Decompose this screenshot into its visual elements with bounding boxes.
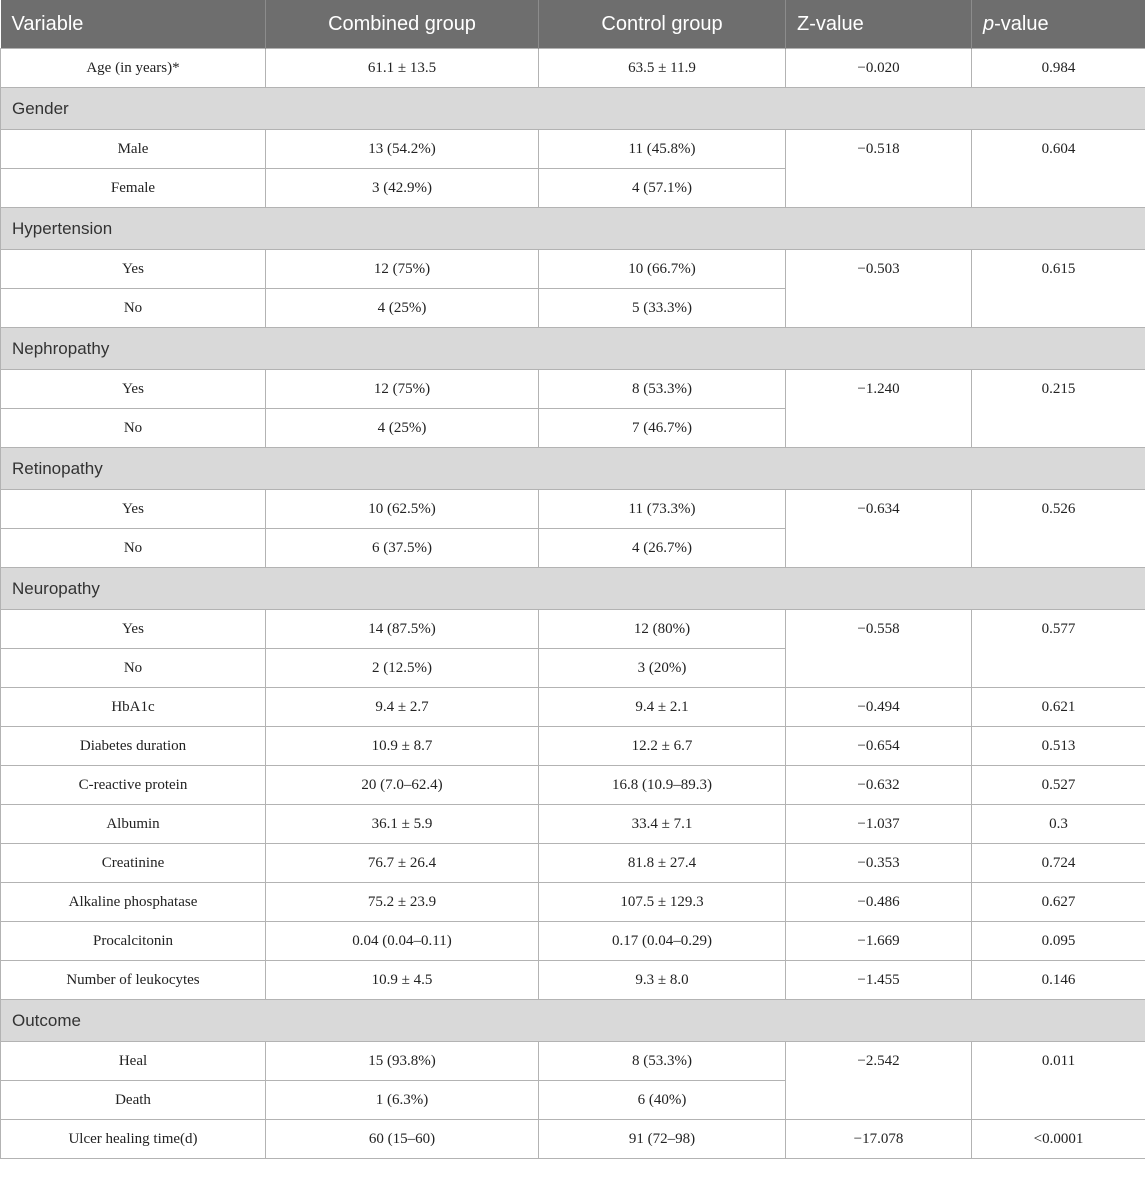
combined-value: 3 (42.9%) (266, 169, 539, 208)
z-value: −17.078 (786, 1120, 972, 1159)
control-value: 11 (73.3%) (539, 490, 786, 529)
combined-value: 61.1 ± 13.5 (266, 49, 539, 88)
control-value: 9.3 ± 8.0 (539, 961, 786, 1000)
combined-value: 9.4 ± 2.7 (266, 688, 539, 727)
row-label: Female (1, 169, 266, 208)
combined-value: 10.9 ± 8.7 (266, 727, 539, 766)
combined-value: 15 (93.8%) (266, 1042, 539, 1081)
z-value: −1.037 (786, 805, 972, 844)
z-value: −0.558 (786, 610, 972, 688)
header-p-italic: p (983, 12, 995, 35)
section-title-outcome: Outcome (1, 1000, 1145, 1042)
control-value: 0.17 (0.04–0.29) (539, 922, 786, 961)
control-value: 81.8 ± 27.4 (539, 844, 786, 883)
z-value: −0.494 (786, 688, 972, 727)
z-value: −0.020 (786, 49, 972, 88)
combined-value: 0.04 (0.04–0.11) (266, 922, 539, 961)
p-value: 0.577 (972, 610, 1145, 688)
table-row (1, 727, 1145, 766)
table-row (1, 130, 1145, 169)
row-label: No (1, 649, 266, 688)
combined-value: 1 (6.3%) (266, 1081, 539, 1120)
p-value: 0.615 (972, 250, 1145, 328)
z-value: −1.455 (786, 961, 972, 1000)
row-label: Number of leukocytes (1, 961, 266, 1000)
header-p-suffix: -value (994, 12, 1049, 35)
control-value: 12.2 ± 6.7 (539, 727, 786, 766)
control-value: 8 (53.3%) (539, 370, 786, 409)
control-value: 33.4 ± 7.1 (539, 805, 786, 844)
p-value: 0.3 (972, 805, 1145, 844)
combined-value: 75.2 ± 23.9 (266, 883, 539, 922)
combined-value: 12 (75%) (266, 250, 539, 289)
z-value: −1.669 (786, 922, 972, 961)
table-row (1, 250, 1145, 289)
row-label: C-reactive protein (1, 766, 266, 805)
section-title-nephropathy: Nephropathy (1, 328, 1145, 370)
row-label: Creatinine (1, 844, 266, 883)
section-header-row (1, 208, 1145, 250)
row-label: Ulcer healing time(d) (1, 1120, 266, 1159)
control-value: 4 (57.1%) (539, 169, 786, 208)
control-value: 10 (66.7%) (539, 250, 786, 289)
p-value: <0.0001 (972, 1120, 1145, 1159)
section-header-row (1, 328, 1145, 370)
row-label: Diabetes duration (1, 727, 266, 766)
table-row (1, 1120, 1145, 1159)
combined-value: 4 (25%) (266, 409, 539, 448)
z-value: −0.503 (786, 250, 972, 328)
control-value: 12 (80%) (539, 610, 786, 649)
table-row (1, 610, 1145, 649)
z-value: −0.654 (786, 727, 972, 766)
table-row (1, 49, 1145, 88)
p-value: 0.724 (972, 844, 1145, 883)
table-header-row (1, 0, 1145, 49)
z-value: −1.240 (786, 370, 972, 448)
combined-value: 10 (62.5%) (266, 490, 539, 529)
combined-value: 2 (12.5%) (266, 649, 539, 688)
row-label: Procalcitonin (1, 922, 266, 961)
table-row (1, 961, 1145, 1000)
header-z-value: Z-value (786, 0, 972, 49)
z-value: −0.632 (786, 766, 972, 805)
table-row (1, 922, 1145, 961)
row-label: Yes (1, 490, 266, 529)
table-row (1, 844, 1145, 883)
combined-value: 14 (87.5%) (266, 610, 539, 649)
combined-value: 76.7 ± 26.4 (266, 844, 539, 883)
row-label: HbA1c (1, 688, 266, 727)
section-title-gender: Gender (1, 88, 1145, 130)
control-value: 4 (26.7%) (539, 529, 786, 568)
p-value: 0.984 (972, 49, 1145, 88)
p-value: 0.604 (972, 130, 1145, 208)
control-value: 7 (46.7%) (539, 409, 786, 448)
control-value: 3 (20%) (539, 649, 786, 688)
header-control-group: Control group (539, 0, 786, 49)
combined-value: 36.1 ± 5.9 (266, 805, 539, 844)
control-value: 9.4 ± 2.1 (539, 688, 786, 727)
combined-value: 20 (7.0–62.4) (266, 766, 539, 805)
p-value: 0.527 (972, 766, 1145, 805)
header-p-value (972, 0, 1145, 49)
row-label: Alkaline phosphatase (1, 883, 266, 922)
p-value: 0.095 (972, 922, 1145, 961)
p-value: 0.627 (972, 883, 1145, 922)
table-row (1, 805, 1145, 844)
p-value: 0.215 (972, 370, 1145, 448)
z-value: −0.486 (786, 883, 972, 922)
table-row (1, 490, 1145, 529)
combined-value: 60 (15–60) (266, 1120, 539, 1159)
section-title-retinopathy: Retinopathy (1, 448, 1145, 490)
row-label: No (1, 289, 266, 328)
control-value: 5 (33.3%) (539, 289, 786, 328)
row-label: Age (in years)* (1, 49, 266, 88)
row-label: Heal (1, 1042, 266, 1081)
p-value: 0.526 (972, 490, 1145, 568)
row-label: Albumin (1, 805, 266, 844)
section-header-row (1, 1000, 1145, 1042)
row-label: No (1, 409, 266, 448)
control-value: 16.8 (10.9–89.3) (539, 766, 786, 805)
control-value: 91 (72–98) (539, 1120, 786, 1159)
z-value: −2.542 (786, 1042, 972, 1120)
row-label: Yes (1, 250, 266, 289)
section-title-neuropathy: Neuropathy (1, 568, 1145, 610)
combined-value: 4 (25%) (266, 289, 539, 328)
z-value: −0.353 (786, 844, 972, 883)
control-value: 11 (45.8%) (539, 130, 786, 169)
control-value: 8 (53.3%) (539, 1042, 786, 1081)
table-row (1, 1042, 1145, 1081)
table-row (1, 883, 1145, 922)
combined-value: 13 (54.2%) (266, 130, 539, 169)
p-value: 0.513 (972, 727, 1145, 766)
row-label: Male (1, 130, 266, 169)
header-combined-group: Combined group (266, 0, 539, 49)
combined-value: 6 (37.5%) (266, 529, 539, 568)
section-title-hypertension: Hypertension (1, 208, 1145, 250)
control-value: 63.5 ± 11.9 (539, 49, 786, 88)
p-value: 0.621 (972, 688, 1145, 727)
section-header-row (1, 448, 1145, 490)
combined-value: 10.9 ± 4.5 (266, 961, 539, 1000)
row-label: No (1, 529, 266, 568)
row-label: Yes (1, 370, 266, 409)
p-value: 0.011 (972, 1042, 1145, 1120)
row-label: Death (1, 1081, 266, 1120)
section-header-row (1, 568, 1145, 610)
table-row (1, 370, 1145, 409)
table-row (1, 766, 1145, 805)
z-value: −0.634 (786, 490, 972, 568)
combined-value: 12 (75%) (266, 370, 539, 409)
table-row (1, 688, 1145, 727)
control-value: 107.5 ± 129.3 (539, 883, 786, 922)
header-variable: Variable (1, 0, 266, 49)
row-label: Yes (1, 610, 266, 649)
z-value: −0.518 (786, 130, 972, 208)
control-value: 6 (40%) (539, 1081, 786, 1120)
p-value: 0.146 (972, 961, 1145, 1000)
section-header-row (1, 88, 1145, 130)
